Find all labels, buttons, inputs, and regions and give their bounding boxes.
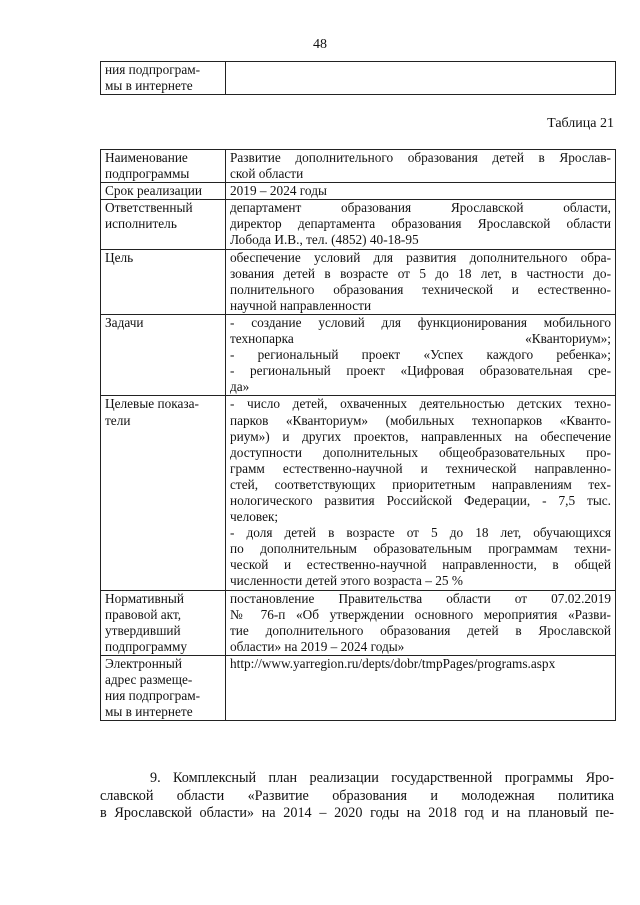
row-label-cell [101,200,226,249]
row-value-cell [226,62,616,95]
row-value-cell [226,183,616,200]
text-line: 2019 – 2024 годы [230,183,327,199]
text-line: директор департамента образования Ярославской области [230,216,611,232]
continued-passport-table [100,61,616,95]
text-line: тели [105,412,131,428]
text-line: по дополнительным образовательным программам техни- [230,541,611,557]
text-line: Наименование [105,150,188,165]
continued-table-body [101,62,616,95]
text-line: - региональный проект «Цифровая образовательная сре- [230,363,611,379]
text-line: Электронный [105,655,182,671]
text-line: ской области [230,166,304,182]
text-line: человек; [230,509,279,525]
text-line: мы в интернете [105,704,193,720]
table-row [101,200,616,249]
row-label-cell [101,150,226,183]
text-line: утвердивший [105,622,181,638]
text-line: грамм естественно-научной и технической направленно- [230,460,611,476]
text-line: - доля детей в возрасте от 5 до 18 лет, обучающихся [230,525,611,541]
text-line: - число детей, охваченных деятельностью детских техно- [230,396,611,412]
text-line: Лобода И.В., тел. (4852) 40-18-95 [230,232,419,248]
row-label-cell [101,590,226,655]
text-line: Задачи [105,314,144,330]
text-line: научной направленности [230,297,372,313]
subprogram-passport-table [100,149,616,721]
row-label-cell [101,655,226,720]
text-line: доступности дополнительных общеобразовательных про- [230,444,611,460]
text-line: стей, соответствующих приоритетным направлениям тех- [230,476,611,492]
text-line: Ответственный [105,200,193,216]
row-value-cell [226,249,616,314]
paragraph-line: в Ярославской области» на 2014 – 2020 годы на 2018 год и на плановый пе- [100,805,614,822]
table-row [101,62,616,95]
row-label-cell [101,314,226,395]
passport-table-body [101,150,616,721]
text-line: Цель [105,249,134,265]
row-label-cell [101,249,226,314]
text-line: риум») и других проектов, направленных на обеспечение [230,428,611,444]
text-line: http://www.yarregion.ru/depts/dobr/tmpPages/programs.aspx [230,655,556,671]
text-line: да» [230,379,250,395]
text-line: постановление Правительства области от 07.02.2019 [230,590,611,606]
paragraph-line: 9. Комплексный план реализации государственной программы Яро- [150,770,614,786]
text-line: исполнитель [105,216,177,232]
text-line: адрес размеще- [105,672,193,687]
row-value-cell [226,590,616,655]
text-line: нологического развития Российской Федерации, - 7,5 тыс. [230,492,611,508]
text-line: зования детей в возрасте от 5 до 18 лет, в частности до- [230,265,611,281]
text-line: полнительного образования технической и естественно- [230,281,611,297]
row-value-cell [226,200,616,249]
text-line: парков «Кванториум» (мобильных технопарков «Кванто- [230,412,611,428]
text-line: мы в интернете [105,78,193,94]
text-line: Целевые показа- [105,396,199,412]
body-paragraph [100,770,614,823]
text-line: подпрограммы [105,166,190,182]
text-line: № 76-п «Об утверждении основного мероприятия «Разви- [230,606,611,622]
row-value-cell [226,655,616,720]
table-row [101,183,616,200]
text-line: ческой и естественно-научной направленности, в общей [230,557,611,573]
text-line: ния подпрограм- [105,688,201,704]
table-row [101,314,616,395]
table-row [101,150,616,183]
text-line: Развитие дополнительного образования детей в Ярослав- [230,150,611,165]
text-line: департамент образования Ярославской области, [230,200,611,216]
text-line: правовой акт, [105,606,182,622]
table-row [101,249,616,314]
text-line: Срок реализации [105,183,202,199]
table-row [101,655,616,720]
text-line: подпрограмму [105,638,188,654]
row-label-cell [101,62,226,95]
row-label-cell [101,396,226,590]
text-line: ния подпрограм- [105,62,201,77]
text-line: - региональный проект «Успех каждого ребенка»; [230,347,611,363]
page-number: 48 [313,37,327,52]
text-line: численности детей этого возраста – 25 % [230,573,463,589]
text-line: - создание условий для функционирования мобильного [230,314,611,330]
table-row [101,396,616,590]
row-value-cell [226,150,616,183]
table-row [101,590,616,655]
row-value-cell [226,314,616,395]
row-label-cell [101,183,226,200]
paragraph-line: славской области «Развитие образования и молодежная политика [100,787,614,804]
text-line: Нормативный [105,590,184,606]
text-line: области» на 2019 – 2024 годы» [230,638,405,654]
table-caption: Таблица 21 [547,116,614,131]
text-line: тие дополнительного образования детей в Ярославской [230,622,611,638]
row-value-cell [226,396,616,590]
text-line: обеспечение условий для развития дополнительного обра- [230,249,611,265]
text-line: технопарка «Кванториум»; [230,331,611,347]
